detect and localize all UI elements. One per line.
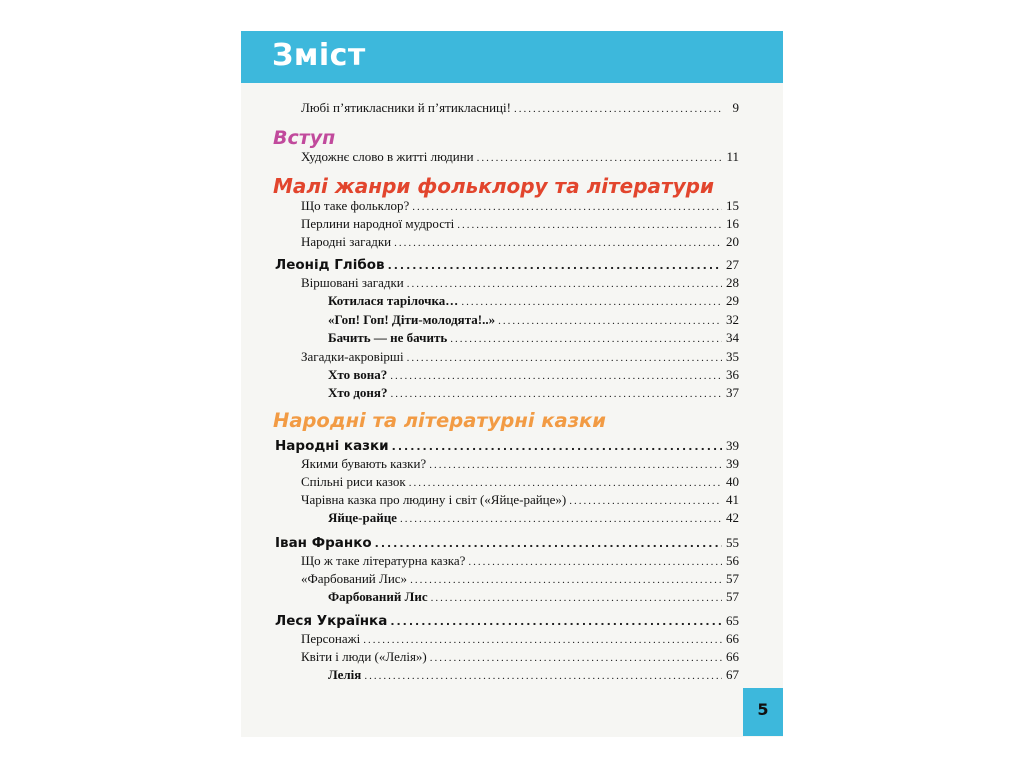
- dot-leader: [569, 492, 722, 510]
- toc-subentry[interactable]: [328, 329, 739, 347]
- toc-entry-page: 39: [726, 456, 739, 471]
- dot-leader: [392, 438, 722, 456]
- toc-entry-page: 20: [726, 234, 739, 249]
- toc-entry-title: Що ж таке літературна казка?: [301, 553, 466, 568]
- toc-entry-page: 36: [726, 367, 739, 382]
- toc-entry-title: Віршовані загадки: [301, 275, 404, 290]
- toc-entry[interactable]: [301, 648, 739, 666]
- author-entry[interactable]: [275, 256, 739, 274]
- dot-leader: [407, 349, 722, 367]
- toc-entry-title: Народні загадки: [301, 234, 392, 249]
- toc-entry[interactable]: [301, 197, 739, 215]
- toc-entry-page: 15: [726, 198, 739, 213]
- toc-entry-title: Чарівна казка про людину і світ («Яйце-райце»): [301, 492, 567, 507]
- toc-subentry[interactable]: [328, 588, 739, 606]
- author-entry[interactable]: [275, 437, 739, 455]
- toc-entry-title: Котилася тарілочка…: [328, 293, 459, 308]
- toc-entry-title: «Фарбований Лис»: [301, 571, 408, 586]
- toc-subentry[interactable]: [328, 384, 739, 402]
- toc-entry[interactable]: [301, 491, 739, 509]
- toc-entry[interactable]: [301, 348, 739, 366]
- page-number: 5: [757, 700, 769, 719]
- dot-leader: [390, 367, 722, 385]
- toc-entry[interactable]: [301, 473, 739, 491]
- toc-entry-page: 56: [726, 553, 739, 568]
- toc-subentry[interactable]: [328, 366, 739, 384]
- toc-entry-title: Загадки-акровірші: [301, 349, 404, 364]
- toc-entry-page: 35: [726, 349, 739, 364]
- dot-leader: [457, 216, 722, 234]
- toc-entry-page: 65: [726, 613, 739, 628]
- dot-leader: [390, 385, 722, 403]
- section-heading-vstup[interactable]: Вступ: [273, 127, 336, 149]
- toc-entry-title: Хто доня?: [328, 385, 388, 400]
- toc-entry-page: 57: [726, 571, 739, 586]
- toc-entry-title: Квіти і люди («Лелія»): [301, 649, 427, 664]
- dot-leader: [430, 649, 722, 667]
- toc-entry[interactable]: [301, 99, 739, 117]
- toc-subentry[interactable]: [328, 509, 739, 527]
- toc-entry-title: Яйце-райце: [328, 510, 397, 525]
- toc-entry[interactable]: [301, 630, 739, 648]
- toc-entry-page: 57: [726, 589, 739, 604]
- toc-entry-title: Якими бувають казки?: [301, 456, 427, 471]
- dot-leader: [410, 571, 722, 589]
- dot-leader: [431, 589, 722, 607]
- table-of-contents: [241, 31, 783, 737]
- toc-entry[interactable]: [301, 233, 739, 251]
- page-number-box: [743, 688, 783, 736]
- dot-leader: [375, 535, 722, 553]
- toc-entry-page: 66: [726, 649, 739, 664]
- toc-entry-page: 11: [726, 149, 739, 164]
- dot-leader: [364, 667, 722, 685]
- dot-leader: [388, 257, 722, 275]
- author-entry[interactable]: [275, 612, 739, 630]
- author-entry[interactable]: [275, 534, 739, 552]
- dot-leader: [390, 613, 722, 631]
- dot-leader: [498, 312, 722, 330]
- toc-entry-title: Спільні риси казок: [301, 474, 406, 489]
- toc-entry-title: Любі п’ятикласники й п’ятикласниці!: [301, 100, 511, 115]
- toc-entry-page: 40: [726, 474, 739, 489]
- section-heading-mali-zhanry[interactable]: Малі жанри фольклору та літератури: [273, 174, 715, 198]
- toc-entry[interactable]: [301, 570, 739, 588]
- dot-leader: [400, 510, 722, 528]
- toc-entry-title: Бачить — не бачить: [328, 330, 448, 345]
- toc-entry-page: 28: [726, 275, 739, 290]
- dot-leader: [394, 234, 722, 252]
- toc-entry-page: 55: [726, 535, 739, 550]
- dot-leader: [514, 100, 722, 118]
- toc-entry[interactable]: [301, 148, 739, 166]
- page-title: Зміст: [272, 38, 366, 73]
- book-page: [241, 31, 783, 737]
- toc-entry-page: 39: [726, 438, 739, 453]
- toc-entry-page: 32: [726, 312, 739, 327]
- toc-entry-page: 16: [726, 216, 739, 231]
- toc-entry[interactable]: [301, 215, 739, 233]
- toc-entry[interactable]: [301, 455, 739, 473]
- dot-leader: [468, 553, 722, 571]
- toc-entry-page: 27: [726, 257, 739, 272]
- dot-leader: [407, 275, 722, 293]
- toc-entry-title: Що таке фольклор?: [301, 198, 410, 213]
- toc-entry-page: 42: [726, 510, 739, 525]
- dot-leader: [363, 631, 722, 649]
- toc-entry-page: 41: [726, 492, 739, 507]
- toc-entry-page: 66: [726, 631, 739, 646]
- toc-entry-page: 67: [726, 667, 739, 682]
- toc-entry-title: Художнє слово в житті людини: [301, 149, 474, 164]
- toc-entry-title: Персонажі: [301, 631, 361, 646]
- author-name: Леся Українка: [275, 613, 388, 629]
- toc-subentry[interactable]: [328, 292, 739, 310]
- toc-entry[interactable]: [301, 552, 739, 570]
- toc-entry-title: Фарбований Лис: [328, 589, 428, 604]
- dot-leader: [477, 149, 722, 167]
- dot-leader: [412, 198, 722, 216]
- toc-subentry[interactable]: [328, 666, 739, 684]
- toc-entry-title: «Гоп! Гоп! Діти-молодята!..»: [328, 312, 496, 327]
- dot-leader: [429, 456, 722, 474]
- author-name: Іван Франко: [275, 535, 372, 551]
- toc-entry-title: Хто вона?: [328, 367, 388, 382]
- toc-entry[interactable]: [301, 274, 739, 292]
- toc-entry-page: 37: [726, 385, 739, 400]
- toc-entry-page: 29: [726, 293, 739, 308]
- author-name: Народні казки: [275, 438, 389, 454]
- toc-entry-title: Перлини народної мудрості: [301, 216, 455, 231]
- dot-leader: [409, 474, 722, 492]
- dot-leader: [461, 293, 722, 311]
- dot-leader: [450, 330, 722, 348]
- toc-entry-title: Лелія: [328, 667, 362, 682]
- section-heading-narodni-kazky[interactable]: Народні та літературні казки: [273, 409, 606, 432]
- toc-entry-page: 34: [726, 330, 739, 345]
- author-name: Леонід Глібов: [275, 257, 385, 273]
- toc-subentry[interactable]: [328, 311, 739, 329]
- toc-entry-page: 9: [732, 100, 739, 115]
